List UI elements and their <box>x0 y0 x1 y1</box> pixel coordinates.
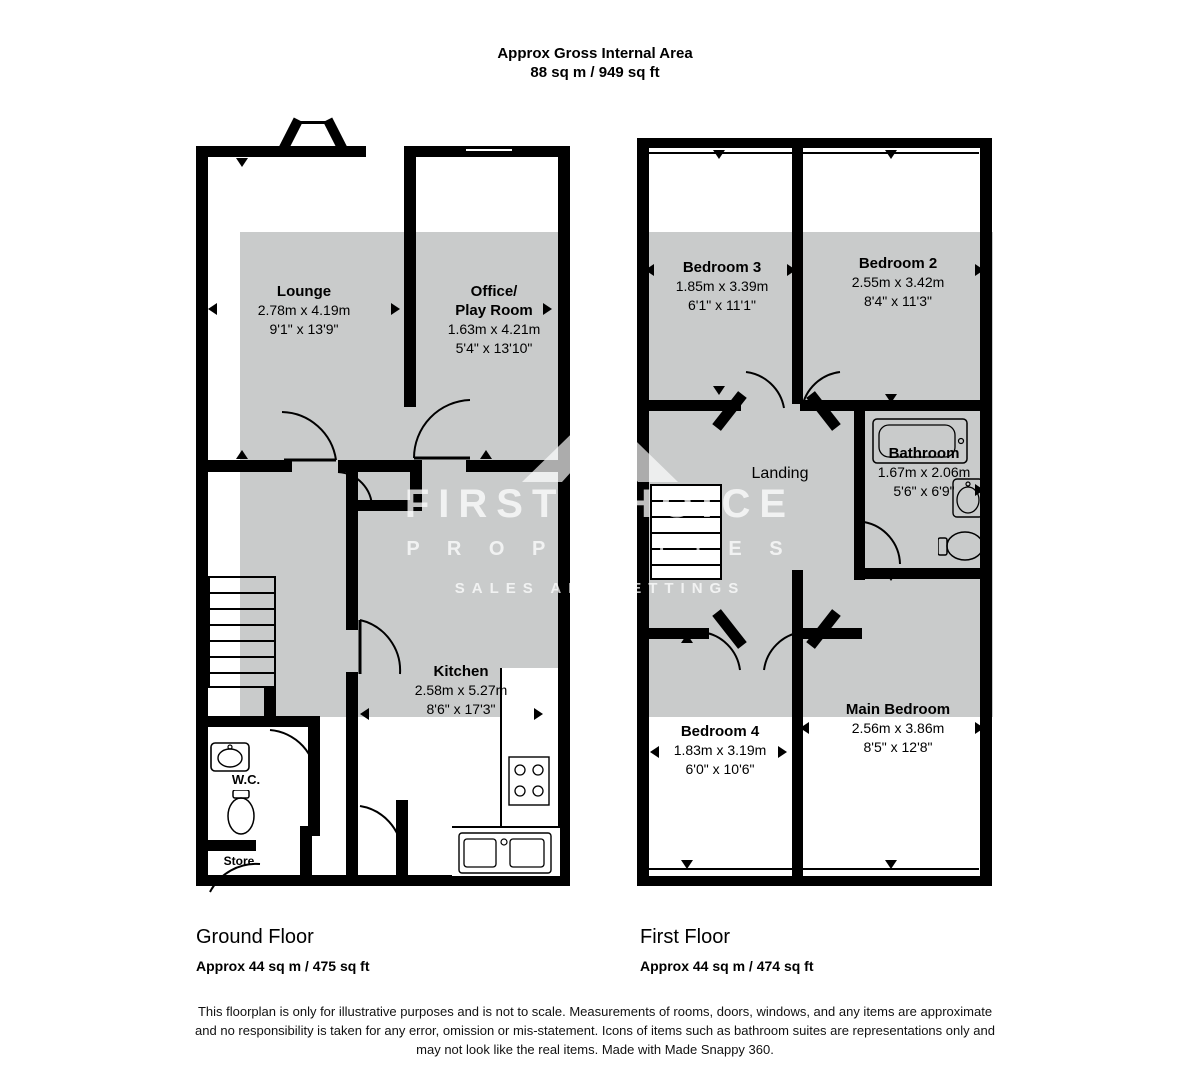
sink-kitchen-icon <box>458 832 552 874</box>
arrow-bed2-right <box>975 264 984 276</box>
room-label-bedroom2 <box>820 254 976 311</box>
room-label-store: Store <box>223 854 255 868</box>
door-bedroom3 <box>742 370 786 410</box>
first-floor-caption: First Floor <box>640 926 730 948</box>
ground-stair-newel <box>264 688 276 718</box>
room-imperial-main-bedroom: 8'5" x 12'8" <box>863 739 933 755</box>
room-metric-bedroom4: 1.83m x 3.19m <box>673 742 767 758</box>
door-main-bedroom <box>760 630 804 672</box>
watermark-line-3: SALES AND LETTINGS <box>454 580 746 597</box>
door-bathroom <box>862 520 902 566</box>
room-metric-lounge: 2.78m x 4.19m <box>257 302 351 318</box>
watermark-line-2: P R O P E R T I E S <box>406 538 794 560</box>
room-metric-bedroom2: 2.55m x 3.42m <box>851 274 945 290</box>
door-bedroom2 <box>800 370 844 410</box>
arrow-bed4-right <box>778 746 787 758</box>
ground-bay-sill <box>296 121 332 124</box>
arrow-bed2-bottom <box>885 394 897 403</box>
room-imperial-bedroom2: 8'4" x 11'3" <box>864 293 932 309</box>
ground-wall-hall-vert-d <box>346 560 358 630</box>
room-imperial-lounge: 9'1" x 13'9" <box>269 321 339 337</box>
room-label-wc: W.C. <box>231 772 261 787</box>
room-metric-main-bedroom: 2.56m x 3.86m <box>851 720 945 736</box>
first-staircase <box>650 484 722 580</box>
room-metric-kitchen: 2.58m x 5.27m <box>414 682 508 698</box>
arrow-lounge-bottom <box>236 450 248 459</box>
disclaimer <box>95 1002 1095 1059</box>
arrow-office-right <box>543 303 552 315</box>
room-name-office-line1: Office/ <box>470 283 518 300</box>
room-label-bedroom3 <box>648 258 796 315</box>
hob-icon <box>508 756 550 806</box>
door-hall-understairs <box>334 470 374 512</box>
room-name-bedroom2: Bedroom 2 <box>858 255 938 272</box>
room-name-lounge: Lounge <box>276 283 332 300</box>
room-label-bedroom4 <box>650 722 790 779</box>
arrow-kitchen-right <box>534 708 543 720</box>
arrow-bed2-top <box>885 150 897 159</box>
arrow-bed4-top <box>681 634 693 643</box>
first-window-top-line <box>649 152 979 154</box>
arrow-main-right <box>975 722 984 734</box>
first-window-bottom-line <box>649 868 979 870</box>
toilet-bathroom-icon <box>938 528 986 564</box>
arrow-bed3-right <box>787 264 796 276</box>
room-name-main-bedroom: Main Bedroom <box>845 701 951 718</box>
arrow-bed3-bottom <box>713 386 725 395</box>
room-label-kitchen <box>386 662 536 719</box>
room-label-landing <box>716 464 844 483</box>
ground-floor-caption: Ground Floor <box>196 926 314 948</box>
room-name-bedroom3: Bedroom 3 <box>682 259 762 276</box>
ground-wall-store-top <box>196 840 256 851</box>
arrow-lounge-right <box>391 303 400 315</box>
door-office <box>412 398 472 460</box>
kitchen-worktop-bottom-edge <box>452 826 560 828</box>
first-wall-left <box>637 138 649 886</box>
header-line-1: Approx Gross Internal Area <box>497 45 693 62</box>
room-imperial-bathroom: 5'6" x 6'9" <box>893 483 955 499</box>
arrow-main-top <box>885 572 897 581</box>
arrow-bed3-top <box>713 150 725 159</box>
arrow-bed4-left <box>650 746 659 758</box>
header-line-2: 88 sq m / 949 sq ft <box>530 64 660 81</box>
room-metric-bathroom: 1.67m x 2.06m <box>877 464 971 480</box>
room-name-bathroom: Bathroom <box>888 445 960 462</box>
room-name-landing: Landing <box>751 465 809 482</box>
arrow-bed4-bottom <box>681 860 693 869</box>
room-label-lounge <box>224 282 384 339</box>
room-name-office-line2: Play Room <box>455 302 533 319</box>
ground-wall-right <box>558 146 570 886</box>
ground-floor-subcaption: Approx 44 sq m / 475 sq ft <box>196 958 370 974</box>
arrow-office-bottom <box>480 450 492 459</box>
ground-wall-kitchen-left <box>346 672 358 877</box>
room-metric-office: 1.63m x 4.21m <box>447 321 541 337</box>
room-label-office <box>422 282 566 358</box>
first-wall-bathroom-top <box>854 400 984 411</box>
page-title <box>0 44 1190 82</box>
door-lounge <box>276 410 338 462</box>
first-wall-bottom <box>637 876 992 886</box>
first-wall-bathroom-bottom <box>854 568 984 579</box>
arrow-main-bottom <box>885 860 897 869</box>
disclaimer-line-1: This floorplan is only for illustrative purposes and is not to scale. Measurements of rooms, doors, windows, and any items are approximate <box>197 1004 993 1019</box>
arrow-lounge-top <box>236 158 248 167</box>
toilet-icon-2 <box>224 790 258 838</box>
room-label-main-bedroom <box>812 700 984 757</box>
room-label-bathroom <box>860 444 988 501</box>
ground-window-top-line <box>466 154 512 156</box>
ground-wall-lounge-office <box>404 157 416 407</box>
arrow-bed3-left <box>645 264 654 276</box>
ground-staircase <box>208 576 276 688</box>
arrow-kitchen-left <box>360 708 369 720</box>
watermark-line-1: FIRST CHOICE <box>404 482 796 526</box>
room-name-kitchen: Kitchen <box>433 663 489 680</box>
door-rear <box>358 798 404 854</box>
sink-icon <box>210 742 250 772</box>
ground-wall-hall-right <box>466 460 570 472</box>
room-imperial-bedroom4: 6'0" x 10'6" <box>685 761 755 777</box>
ground-window-top <box>466 149 512 151</box>
ground-wall-hall-vert-c <box>410 460 422 510</box>
arrow-bathroom-right <box>975 484 984 496</box>
room-imperial-office: 5'4" x 13'10" <box>455 340 533 356</box>
room-metric-bedroom3: 1.85m x 3.39m <box>675 278 769 294</box>
door-bedroom4 <box>700 630 744 672</box>
disclaimer-line-3: may not look like the real items. Made with Made Snappy 360. <box>416 1042 774 1057</box>
room-imperial-bedroom3: 6'1" x 11'1" <box>688 297 756 313</box>
room-imperial-kitchen: 8'6" x 17'3" <box>426 701 496 717</box>
disclaimer-line-2: and no responsibility is taken for any error, omission or mis-statement. Icons of items such as bathroom suites are representations only and <box>195 1023 995 1038</box>
ground-wall-bottom-right <box>348 875 570 886</box>
ground-wall-store-right <box>300 826 312 878</box>
room-name-bedroom4: Bedroom 4 <box>680 723 760 740</box>
first-floor-subcaption: Approx 44 sq m / 474 sq ft <box>640 958 814 974</box>
first-wall-top <box>637 138 992 148</box>
arrow-main-left <box>800 722 809 734</box>
arrow-lounge-left <box>208 303 217 315</box>
